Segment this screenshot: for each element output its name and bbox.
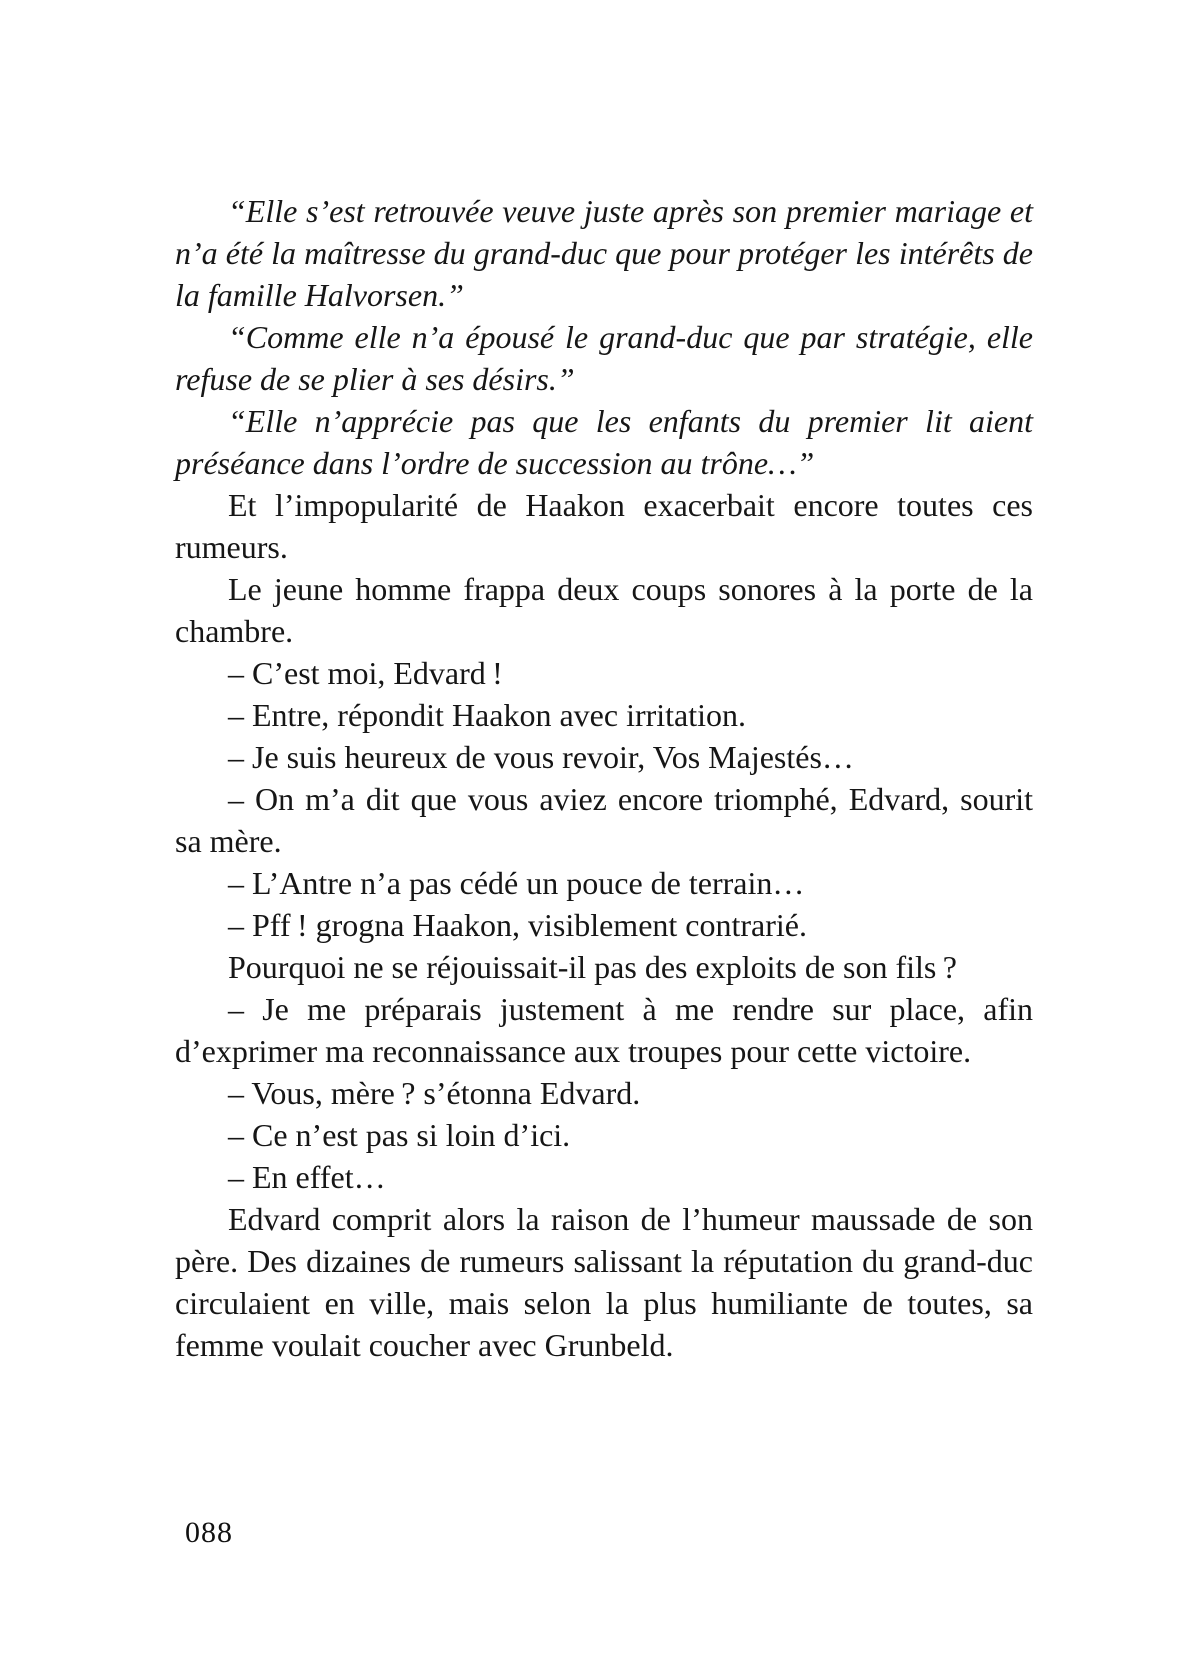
paragraph: – L’Antre n’a pas cédé un pouce de terrain… <box>228 865 805 901</box>
text-block <box>175 190 1033 1366</box>
paragraph: “Elle n’apprécie pas que les enfants du premier lit aient préséance dans l’ordre de succession au trône…” <box>175 403 1033 481</box>
paragraph: – Je me préparais justement à me rendre sur place, afin d’exprimer ma reconnaissance aux troupes pour cette victoire. <box>175 991 1033 1069</box>
paragraph: Pourquoi ne se réjouissait-il pas des exploits de son fils ? <box>228 949 957 985</box>
paragraph: – Entre, répondit Haakon avec irritation. <box>228 697 747 733</box>
paragraph: “Elle s’est retrouvée veuve juste après son premier mariage et n’a été la maîtresse du grand-duc que pour protéger les intérêts de la famille Halvorsen.” <box>175 193 1033 313</box>
paragraph: – On m’a dit que vous aviez encore triomphé, Edvard, sourit sa mère. <box>175 781 1033 859</box>
paragraph: – En effet… <box>228 1159 386 1195</box>
paragraph: – Je suis heureux de vous revoir, Vos Majestés… <box>228 739 854 775</box>
paragraph: – Vous, mère ? s’étonna Edvard. <box>228 1075 641 1111</box>
paragraph: “Comme elle n’a épousé le grand-duc que par stratégie, elle refuse de se plier à ses désirs.” <box>175 319 1033 397</box>
paragraph: – Pff ! grogna Haakon, visiblement contrarié. <box>228 907 807 943</box>
paragraph: – C’est moi, Edvard ! <box>228 655 503 691</box>
paragraph: Le jeune homme frappa deux coups sonores à la porte de la chambre. <box>175 571 1033 649</box>
paragraph: Edvard comprit alors la raison de l’humeur maussade de son père. Des dizaines de rumeurs salissant la réputation du grand-duc circulaient en ville, mais selon la plus humiliante de toutes, sa femme voulait coucher avec Grunbeld. <box>175 1201 1033 1363</box>
paragraph: – Ce n’est pas si loin d’ici. <box>228 1117 571 1153</box>
page-number: 088 <box>185 1516 233 1549</box>
paragraph: Et l’impopularité de Haakon exacerbait encore toutes ces rumeurs. <box>175 487 1033 565</box>
